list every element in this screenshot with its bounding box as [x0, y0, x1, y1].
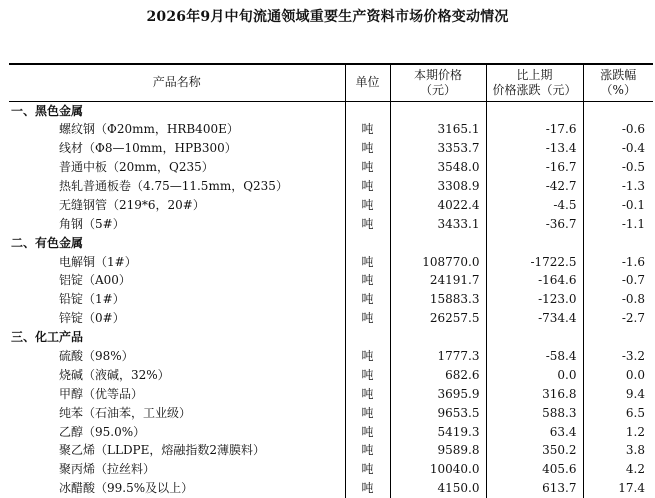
- unit-cell: 吨: [345, 365, 390, 384]
- current-price: 9653.5: [390, 403, 486, 422]
- table-body: [9, 101, 653, 498]
- empty-cell: [486, 328, 583, 347]
- current-price: 9589.8: [390, 441, 486, 460]
- current-price: 3308.9: [390, 177, 486, 196]
- header-product-name: 产品名称: [9, 64, 345, 101]
- table-row: [9, 271, 653, 290]
- current-price: 5419.3: [390, 422, 486, 441]
- percent-change: -0.8: [583, 290, 653, 309]
- current-price: 3353.7: [390, 139, 486, 158]
- percent-change: 17.4: [583, 479, 653, 498]
- header-percent-change-line1: 涨跌幅: [600, 67, 637, 82]
- percent-change: -0.4: [583, 139, 653, 158]
- category-row: [9, 328, 653, 347]
- table-row: [9, 214, 653, 233]
- price-change: -4.5: [486, 195, 583, 214]
- product-name: 角钢（5#）: [59, 216, 125, 231]
- header-percent-change: [583, 64, 653, 101]
- category-label: 二、有色金属: [11, 235, 84, 250]
- unit-cell: 吨: [345, 158, 390, 177]
- current-price: 10040.0: [390, 460, 486, 479]
- empty-cell: [390, 328, 486, 347]
- price-change: -36.7: [486, 214, 583, 233]
- empty-cell: [583, 328, 653, 347]
- table-row: [9, 139, 653, 158]
- unit-cell: 吨: [345, 422, 390, 441]
- category-label: 三、化工产品: [11, 330, 84, 345]
- price-change: 350.2: [486, 441, 583, 460]
- price-change: -734.4: [486, 309, 583, 328]
- product-name: 锌锭（0#）: [59, 311, 125, 326]
- current-price: 3165.1: [390, 120, 486, 139]
- current-price: 26257.5: [390, 309, 486, 328]
- price-change: 588.3: [486, 403, 583, 422]
- product-name: 无缝钢管（219*6，20#）: [59, 197, 205, 212]
- product-name: 普通中板（20mm，Q235）: [59, 160, 214, 175]
- table-row: [9, 460, 653, 479]
- product-name: 电解铜（1#）: [59, 254, 137, 269]
- product-name: 聚丙烯（拉丝料）: [59, 462, 156, 477]
- percent-change: -2.7: [583, 309, 653, 328]
- percent-change: 3.8: [583, 441, 653, 460]
- percent-change: -1.6: [583, 252, 653, 271]
- empty-cell: [486, 101, 583, 120]
- product-name: 聚乙烯（LLDPE，熔融指数2薄膜料）: [59, 443, 266, 458]
- unit-cell: 吨: [345, 214, 390, 233]
- unit-cell: 吨: [345, 403, 390, 422]
- percent-change: 9.4: [583, 384, 653, 403]
- table-row: [9, 365, 653, 384]
- header-price-change: [486, 64, 583, 101]
- header-price-change-line2: 价格涨跌（元）: [492, 82, 577, 97]
- unit-cell: 吨: [345, 441, 390, 460]
- product-name: 硫酸（98%）: [59, 349, 134, 364]
- table-row: [9, 403, 653, 422]
- table-row: [9, 252, 653, 271]
- current-price: 24191.7: [390, 271, 486, 290]
- unit-cell: 吨: [345, 290, 390, 309]
- table-row: [9, 158, 653, 177]
- current-price: 108770.0: [390, 252, 486, 271]
- unit-cell: 吨: [345, 271, 390, 290]
- unit-cell: 吨: [345, 309, 390, 328]
- current-price: 1777.3: [390, 347, 486, 366]
- price-change: 613.7: [486, 479, 583, 498]
- category-row: [9, 101, 653, 120]
- empty-cell: [486, 233, 583, 252]
- unit-cell: 吨: [345, 479, 390, 498]
- header-percent-change-line2: （%）: [600, 82, 636, 97]
- product-name: 烧碱（液碱，32%）: [59, 367, 170, 382]
- percent-change: -1.1: [583, 214, 653, 233]
- product-name: 纯苯（石油苯，工业级）: [59, 405, 192, 420]
- percent-change: -1.3: [583, 177, 653, 196]
- product-name: 线材（Φ8—10mm，HPB300）: [59, 141, 237, 156]
- price-change: -42.7: [486, 177, 583, 196]
- product-name: 螺纹钢（Φ20mm，HRB400E）: [59, 122, 239, 137]
- category-label: 一、黑色金属: [11, 103, 84, 118]
- percent-change: -0.5: [583, 158, 653, 177]
- empty-cell: [345, 328, 390, 347]
- page-title: 2026年9月中旬流通领域重要生产资料市场价格变动情况: [146, 9, 509, 25]
- percent-change: -3.2: [583, 347, 653, 366]
- current-price: 3695.9: [390, 384, 486, 403]
- price-change: -164.6: [486, 271, 583, 290]
- empty-cell: [390, 233, 486, 252]
- price-change: 405.6: [486, 460, 583, 479]
- category-row: [9, 233, 653, 252]
- header-current-price-line1: 本期价格: [413, 67, 462, 82]
- table-row: [9, 177, 653, 196]
- price-change: -13.4: [486, 139, 583, 158]
- percent-change: 0.0: [583, 365, 653, 384]
- price-table: [9, 63, 653, 498]
- price-change: -58.4: [486, 347, 583, 366]
- current-price: 4150.0: [390, 479, 486, 498]
- product-name: 铅锭（1#）: [59, 292, 125, 307]
- header-price-change-line1: 比上期: [516, 67, 553, 82]
- current-price: 3548.0: [390, 158, 486, 177]
- current-price: 4022.4: [390, 195, 486, 214]
- product-name: 乙醇（95.0%）: [59, 424, 146, 439]
- price-change: 63.4: [486, 422, 583, 441]
- product-name: 甲醇（优等品）: [59, 386, 144, 401]
- table-row: [9, 347, 653, 366]
- empty-cell: [583, 233, 653, 252]
- current-price: 3433.1: [390, 214, 486, 233]
- table-row: [9, 479, 653, 498]
- price-change: -17.6: [486, 120, 583, 139]
- product-name: 铝锭（A00）: [59, 273, 131, 288]
- table-row: [9, 309, 653, 328]
- header-current-price: [390, 64, 486, 101]
- table-row: [9, 290, 653, 309]
- unit-cell: 吨: [345, 177, 390, 196]
- unit-cell: 吨: [345, 347, 390, 366]
- unit-cell: 吨: [345, 460, 390, 479]
- percent-change: -0.7: [583, 271, 653, 290]
- current-price: 15883.3: [390, 290, 486, 309]
- current-price: 682.6: [390, 365, 486, 384]
- empty-cell: [390, 101, 486, 120]
- empty-cell: [583, 101, 653, 120]
- table-row: [9, 120, 653, 139]
- unit-cell: 吨: [345, 139, 390, 158]
- unit-cell: 吨: [345, 120, 390, 139]
- empty-cell: [345, 101, 390, 120]
- empty-cell: [345, 233, 390, 252]
- unit-cell: 吨: [345, 384, 390, 403]
- table-row: [9, 422, 653, 441]
- price-change: -1722.5: [486, 252, 583, 271]
- product-name: 热轧普通板卷（4.75—11.5mm，Q235）: [59, 179, 288, 193]
- percent-change: 1.2: [583, 422, 653, 441]
- price-change: 316.8: [486, 384, 583, 403]
- table-header-row: [9, 64, 653, 101]
- percent-change: -0.6: [583, 120, 653, 139]
- unit-cell: 吨: [345, 252, 390, 271]
- product-name: 冰醋酸（99.5%及以上）: [59, 481, 194, 496]
- price-change: -16.7: [486, 158, 583, 177]
- price-change: -123.0: [486, 290, 583, 309]
- percent-change: 6.5: [583, 403, 653, 422]
- header-current-price-line2: （元）: [419, 82, 456, 97]
- table-row: [9, 195, 653, 214]
- percent-change: 4.2: [583, 460, 653, 479]
- percent-change: -0.1: [583, 195, 653, 214]
- table-row: [9, 384, 653, 403]
- header-unit: 单位: [345, 64, 390, 101]
- unit-cell: 吨: [345, 195, 390, 214]
- price-change: 0.0: [486, 365, 583, 384]
- table-row: [9, 441, 653, 460]
